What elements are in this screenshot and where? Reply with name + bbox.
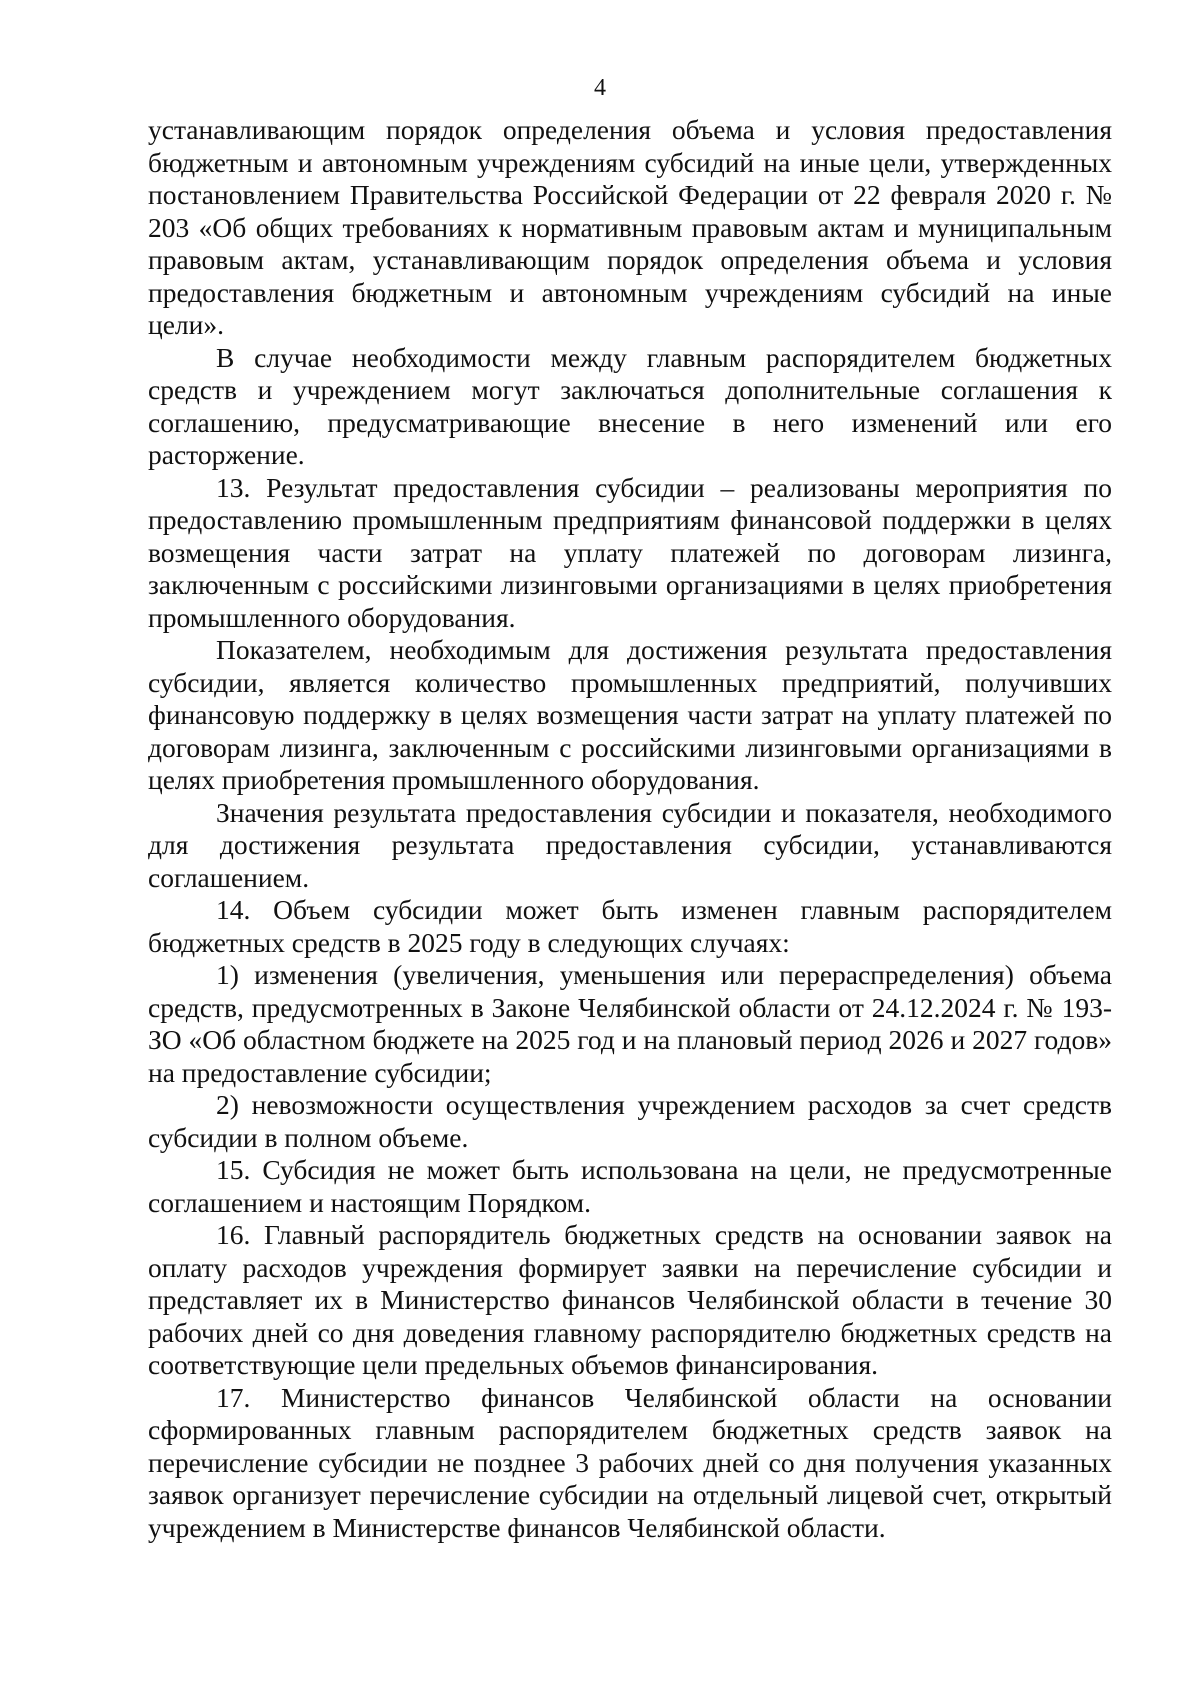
- paragraph-continuation: устанавливающим порядок определения объема и условия предоставления бюджетным и автономным учреждениям субсидий на иные цели, утвержденных постановлением Правительства Российской Федерации от 22 февраля 2020 г. № 203 «Об общих требованиях к нормативным правовым актам и муниципальным правовым актам, устанавливающим порядок определения объема и условия предоставления бюджетным и автономным учреждениям субсидий на иные цели».: [148, 114, 1112, 340]
- paragraph-indicator: Показателем, необходимым для достижения результата предоставления субсидии, является количество промышленных предприятий, получивших финансовую поддержку в целях возмещения части затрат на уплату платежей по договорам лизинга, заключенным с российскими лизинговыми организациями в целях приобретения промышленного оборудования.: [148, 634, 1112, 795]
- page-number: 4: [594, 75, 606, 101]
- paragraph-values: Значения результата предоставления субсидии и показателя, необходимого для достижения результата предоставления субсидии, устанавливаются соглашением.: [148, 796, 1112, 893]
- paragraph-additional-agreements: В случае необходимости между главным распорядителем бюджетных средств и учреждением могут заключаться дополнительные соглашения к соглашению, предусматривающие внесение в него изменений или его расторжение.: [148, 341, 1112, 470]
- paragraph-15-usage: 15. Субсидия не может быть использована на цели, не предусмотренные соглашением и настоящим Порядком.: [148, 1154, 1112, 1218]
- paragraph-14-item-1: 1) изменения (увеличения, уменьшения или перераспределения) объема средств, предусмотренных в Законе Челябинской области от 24.12.2024 г. № 193-ЗО «Об областном бюджете на 2025 год и на плановый период 2026 и 2027 годов» на предоставление субсидии;: [148, 959, 1112, 1088]
- paragraph-17-transfer: 17. Министерство финансов Челябинской области на основании сформированных главным распорядителем бюджетных средств заявок на перечисление субсидии не позднее 3 рабочих дней со дня получения указанных заявок организует перечисление субсидии на отдельный лицевой счет, открытый учреждением в Министерстве финансов Челябинской области.: [148, 1381, 1112, 1543]
- paragraph-14-volume: 14. Объем субсидии может быть изменен главным распорядителем бюджетных средств в 2025 году в следующих случаях:: [148, 894, 1112, 958]
- paragraph-13-result: 13. Результат предоставления субсидии – реализованы мероприятия по предоставлению промышленным предприятиям финансовой поддержки в целях возмещения части затрат на уплату платежей по договорам лизинга, заключенным с российскими лизинговыми организациями в целях приобретения промышленного оборудования.: [148, 471, 1112, 633]
- paragraph-14-item-2: 2) невозможности осуществления учреждением расходов за счет средств субсидии в полном объеме.: [148, 1089, 1112, 1153]
- paragraph-16-applications: 16. Главный распорядитель бюджетных средств на основании заявок на оплату расходов учреждения формирует заявки на перечисление субсидии и представляет их в Министерство финансов Челябинской области в течение 30 рабочих дней со дня доведения главному распорядителю бюджетных средств на соответствующие цели предельных объемов финансирования.: [148, 1219, 1112, 1380]
- document-body: [148, 114, 1112, 1544]
